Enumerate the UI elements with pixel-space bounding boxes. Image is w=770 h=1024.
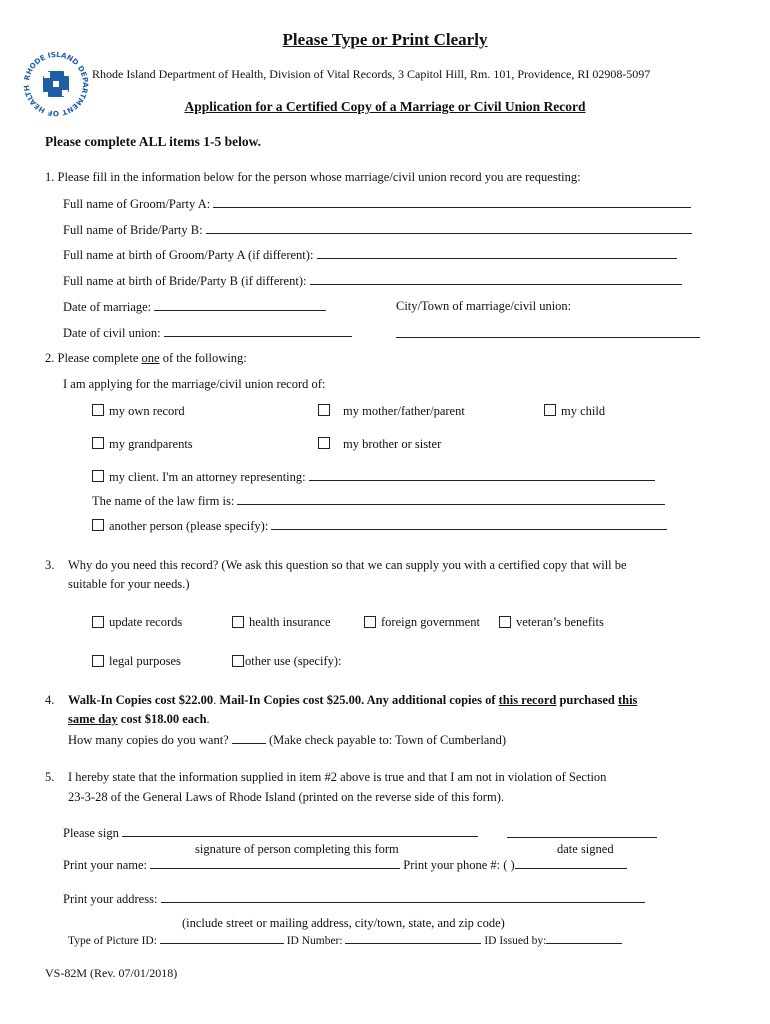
bride-field[interactable] — [206, 222, 692, 234]
update-records-checkbox[interactable] — [92, 616, 104, 628]
other-person-checkbox[interactable] — [92, 519, 104, 531]
s4-period: . — [206, 712, 210, 726]
phone-label: Print your phone #: ( ) — [403, 858, 515, 872]
signature-caption: signature of person completing this form — [195, 842, 399, 856]
id-issued-label: ID Issued by: — [484, 935, 547, 947]
s4-each-cost: cost $18.00 each — [117, 712, 207, 726]
groom-birth-row — [63, 247, 677, 263]
bride-birth-label: Full name at birth of Bride/Party B (if different): — [63, 274, 307, 288]
s4-additional: . Any additional copies of — [361, 693, 499, 707]
picture-id-type-field[interactable] — [160, 932, 284, 944]
address-label: Print your address: — [63, 892, 158, 906]
form-revision: VS-82M (Rev. 07/01/2018) — [45, 966, 178, 980]
s4-pricing-line1 — [68, 693, 637, 708]
city-field[interactable] — [396, 325, 700, 338]
date-civil-field[interactable] — [164, 325, 352, 337]
s3-number: 3. — [45, 558, 55, 572]
veterans-benefits-label: veteran’s benefits — [516, 615, 604, 629]
bride-label: Full name of Bride/Party B: — [63, 223, 203, 237]
address-caption: (include street or mailing address, city/town, state, and zip code) — [182, 916, 505, 930]
bride-birth-field[interactable] — [310, 273, 682, 285]
id-number-field[interactable] — [345, 932, 481, 944]
client-row — [109, 469, 655, 485]
update-records-label: update records — [109, 615, 183, 629]
groom-birth-field[interactable] — [317, 247, 677, 259]
lawfirm-label: The name of the law firm is: — [92, 494, 235, 508]
legal-purposes-label: legal purposes — [109, 654, 181, 668]
health-insurance-label: health insurance — [249, 615, 331, 629]
s5-statement-line1: I hereby state that the information supplied in item #2 above is true and that I am not in violation of Section — [68, 770, 607, 784]
other-use-label: other use (specify): — [245, 654, 342, 668]
foreign-government-label: foreign government — [381, 615, 480, 629]
city-label: City/Town of marriage/civil union: — [396, 299, 572, 313]
s4-sep1: . — [213, 693, 220, 707]
picture-id-type-label: Type of Picture ID: — [68, 935, 157, 947]
copies-question: How many copies do you want? — [68, 733, 229, 747]
s4-this: this — [617, 693, 638, 707]
other-person-field[interactable] — [271, 518, 667, 530]
sign-label: Please sign — [63, 826, 119, 840]
groom-row — [63, 196, 691, 212]
sibling-label: my brother or sister — [343, 437, 442, 451]
s2-intro-post: of the following: — [159, 351, 247, 365]
health-insurance-checkbox[interactable] — [232, 616, 244, 628]
address-field[interactable] — [161, 891, 645, 903]
bride-row — [63, 222, 692, 238]
own-record-checkbox[interactable] — [92, 404, 104, 416]
groom-label: Full name of Groom/Party A: — [63, 197, 211, 211]
s2-intro-one: one — [141, 351, 160, 365]
lawfirm-field[interactable] — [237, 493, 665, 505]
s3-question-line1: Why do you need this record? (We ask this question so that we can supply you with a certified copy that will be — [68, 558, 627, 572]
s3-question-line2: suitable for your needs.) — [68, 577, 190, 591]
groom-birth-label: Full name at birth of Groom/Party A (if different): — [63, 248, 314, 262]
page-title: Please Type or Print Clearly — [282, 30, 488, 49]
date-signed-field[interactable] — [507, 825, 657, 838]
date-marriage-row — [63, 299, 326, 315]
lawfirm-row — [92, 493, 665, 509]
s4-number: 4. — [45, 693, 55, 707]
s4-same-day: same day — [68, 712, 118, 726]
id-issued-field[interactable] — [546, 932, 622, 944]
other-person-label: another person (please specify): — [109, 519, 269, 533]
copies-note: (Make check payable to: Town of Cumberland) — [268, 733, 506, 747]
foreign-government-checkbox[interactable] — [364, 616, 376, 628]
copies-field[interactable] — [232, 732, 266, 744]
print-name-row — [63, 857, 627, 873]
other-use-checkbox[interactable] — [232, 655, 244, 667]
client-field[interactable] — [309, 469, 655, 481]
copies-row — [68, 732, 506, 748]
groom-field[interactable] — [213, 196, 691, 208]
s4-pricing-line2 — [68, 712, 210, 727]
svg-text:RHODE ISLAND DEPARTMENT OF HEA: RHODE ISLAND DEPARTMENT OF HEALTH — [21, 49, 91, 119]
phone-field[interactable] — [515, 857, 627, 869]
other-person-row — [109, 518, 667, 534]
mailin-cost: Mail-In Copies cost $25.00 — [219, 693, 362, 707]
applying-label: I am applying for the marriage/civil union record of: — [63, 377, 326, 391]
client-label: my client. I'm an attorney representing: — [109, 470, 306, 484]
sibling-checkbox[interactable] — [318, 437, 330, 449]
parent-label: my mother/father/parent — [343, 404, 465, 418]
parent-checkbox[interactable] — [318, 404, 330, 416]
own-record-label: my own record — [109, 404, 185, 418]
id-row — [68, 932, 622, 947]
grandparents-label: my grandparents — [109, 437, 193, 451]
sign-row — [63, 825, 478, 841]
date-civil-label: Date of civil union: — [63, 326, 161, 340]
grandparents-checkbox[interactable] — [92, 437, 104, 449]
child-checkbox[interactable] — [544, 404, 556, 416]
s5-statement-line2: 23-3-28 of the General Laws of Rhode Island (printed on the reverse side of this form). — [68, 790, 504, 804]
form-title: Application for a Certified Copy of a Marriage or Civil Union Record — [184, 99, 586, 114]
s4-this-record: this record — [498, 693, 557, 707]
print-name-field[interactable] — [150, 857, 400, 869]
date-marriage-label: Date of marriage: — [63, 300, 152, 314]
signature-field[interactable] — [122, 825, 478, 837]
child-label: my child — [561, 404, 606, 418]
legal-purposes-checkbox[interactable] — [92, 655, 104, 667]
s2-intro — [45, 351, 247, 366]
date-signed-caption: date signed — [557, 842, 614, 856]
s4-purchased: purchased — [556, 693, 618, 707]
client-checkbox[interactable] — [92, 470, 104, 482]
id-number-label: ID Number: — [286, 935, 343, 947]
walkin-cost: Walk-In Copies cost $22.00 — [68, 693, 214, 707]
instructions: Please complete ALL items 1-5 below. — [45, 134, 261, 149]
date-civil-row — [63, 325, 352, 341]
veterans-benefits-checkbox[interactable] — [499, 616, 511, 628]
bride-birth-row — [63, 273, 682, 289]
s5-number: 5. — [45, 770, 55, 784]
address-row — [63, 891, 645, 907]
s1-intro: 1. Please fill in the information below for the person whose marriage/civil union record you are requesting: — [45, 170, 581, 184]
agency-address: Rhode Island Department of Health, Division of Vital Records, 3 Capitol Hill, Rm. 101, Providence, RI 02908-5097 — [92, 67, 651, 81]
s2-intro-pre: 2. Please complete — [45, 351, 142, 365]
print-name-label: Print your name: — [63, 858, 148, 872]
date-marriage-field[interactable] — [154, 299, 326, 311]
